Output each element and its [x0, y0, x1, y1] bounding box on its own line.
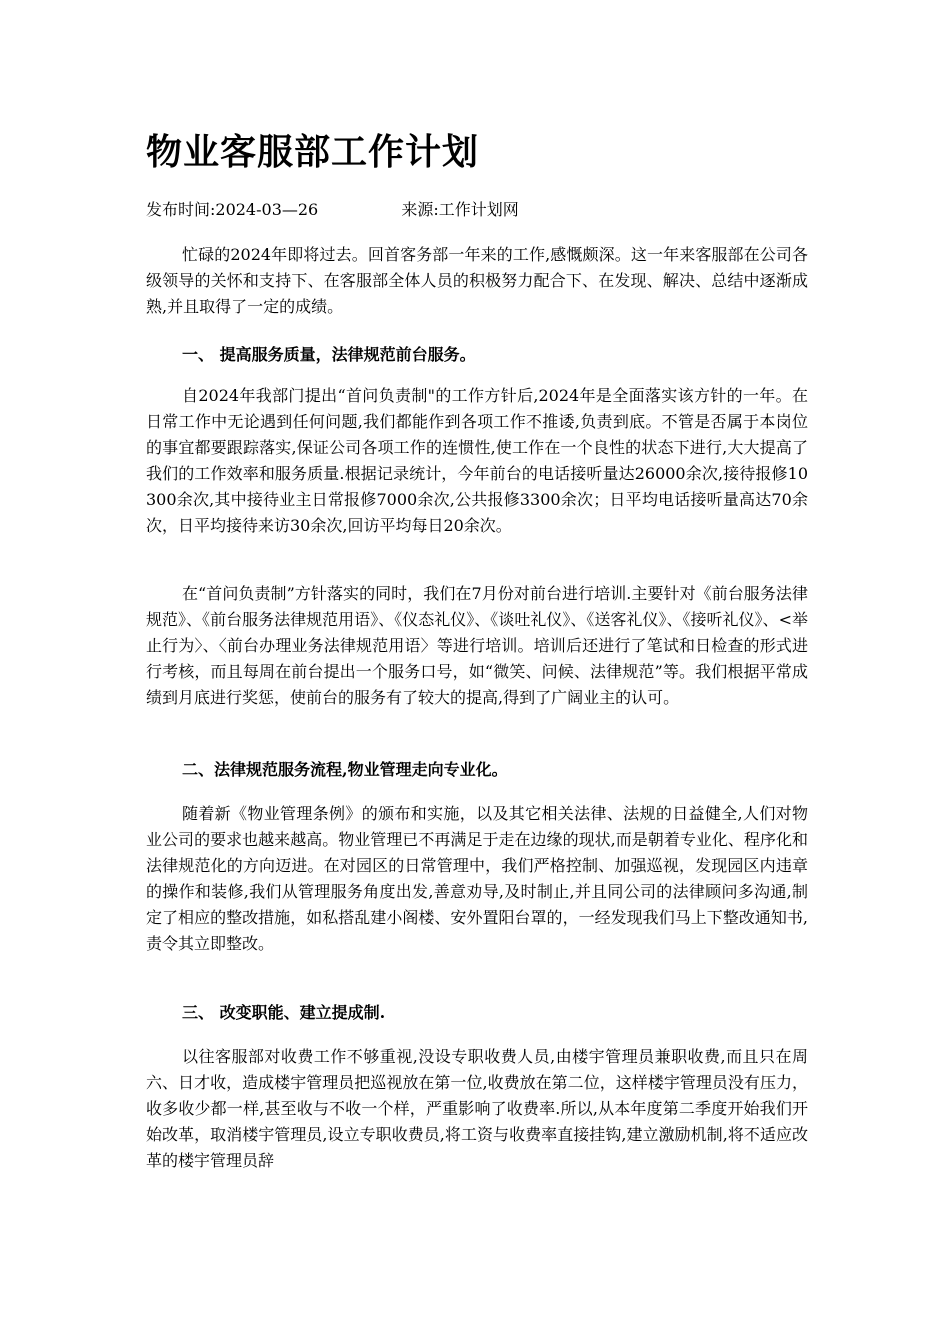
section-heading-1: 一、 提高服务质量，法律规范前台服务。 [182, 345, 476, 364]
section-heading-2: 二、法律规范服务流程,物业管理走向专业化。 [182, 760, 508, 779]
publish-source: 来源:工作计划网 [401, 200, 519, 219]
section-3-paragraph: 以往客服部对收费工作不够重视,没设专职收费人员,由楼宇管理员兼职收费,而且只在周六、日才收，造成楼宇管理员把巡视放在第一位,收费放在第二位，这样楼宇管理员没有压力，收多收少都一样,甚至收与不收一个样，严重影响了收费率.所以,从本年度第二季度开始我们开始改革，取消楼宇管理员,设立专职收费员,将工资与收费率直接挂钩,建立激励机制,将不适应改革的楼宇管理员辞 [146, 1047, 808, 1170]
section-1-paragraph-2: 在“首问负责制”方针落实的同时，我们在7月份对前台进行培训.主要针对《前台服务法律规范》、《前台服务法律规范用语》、《仪态礼仪》、《谈吐礼仪》、《送客礼仪》、《接听礼仪》、<举止行为〉、〈前台办理业务法律规范用语〉等进行培训。培训后还进行了笔试和日检查的形式进行考核，而且每周在前台提出一个服务口号，如“微笑、问候、法律规范”等。我们根据平常成绩到月底进行奖惩，使前台的服务有了较大的提高,得到了广阔业主的认可。 [146, 584, 808, 707]
section-heading-3: 三、 改变职能、建立提成制. [182, 1003, 386, 1022]
document-title: 物业客服部工作计划 [146, 131, 480, 173]
publish-date: 发布时间:2024-03—26 [146, 200, 319, 219]
publish-meta [146, 199, 519, 221]
section-2-paragraph: 随着新《物业管理条例》的颁布和实施，以及其它相关法律、法规的日益健全,人们对物业公司的要求也越来越高。物业管理已不再满足于走在边缘的现状,而是朝着专业化、程序化和法律规范化的方向迈进。在对园区的日常管理中，我们严格控制、加强巡视，发现园区内违章的操作和装修,我们从管理服务角度出发,善意劝导,及时制止,并且同公司的法律顾问多沟通,制定了相应的整改措施，如私搭乱建小阁楼、安外置阳台罩的，一经发现我们马上下整改通知书,责令其立即整改。 [146, 804, 808, 953]
intro-paragraph: 忙碌的2024年即将过去。回首客务部一年来的工作,感慨颇深。这一年来客服部在公司各级领导的关怀和支持下、在客服部全体人员的积极努力配合下、在发现、解决、总结中逐渐成熟,并且取得了一定的成绩。 [146, 245, 808, 316]
section-1-paragraph-1: 自2024年我部门提出“首问负责制"的工作方针后,2024年是全面落实该方针的一年。在日常工作中无论遇到任何问题,我们都能作到各项工作不推诿,负责到底。不管是否属于本岗位的事宜都要跟踪落实,保证公司各项工作的连惯性,使工作在一个良性的状态下进行,大大提高了我们的工作效率和服务质量.根据记录统计，今年前台的电话接听量达26000余次,接待报修10300余次,其中接待业主日常报修7000余次,公共报修3300余次；日平均电话接听量高达70余次，日平均接待来访30余次,回访平均每日20余次。 [146, 386, 808, 535]
